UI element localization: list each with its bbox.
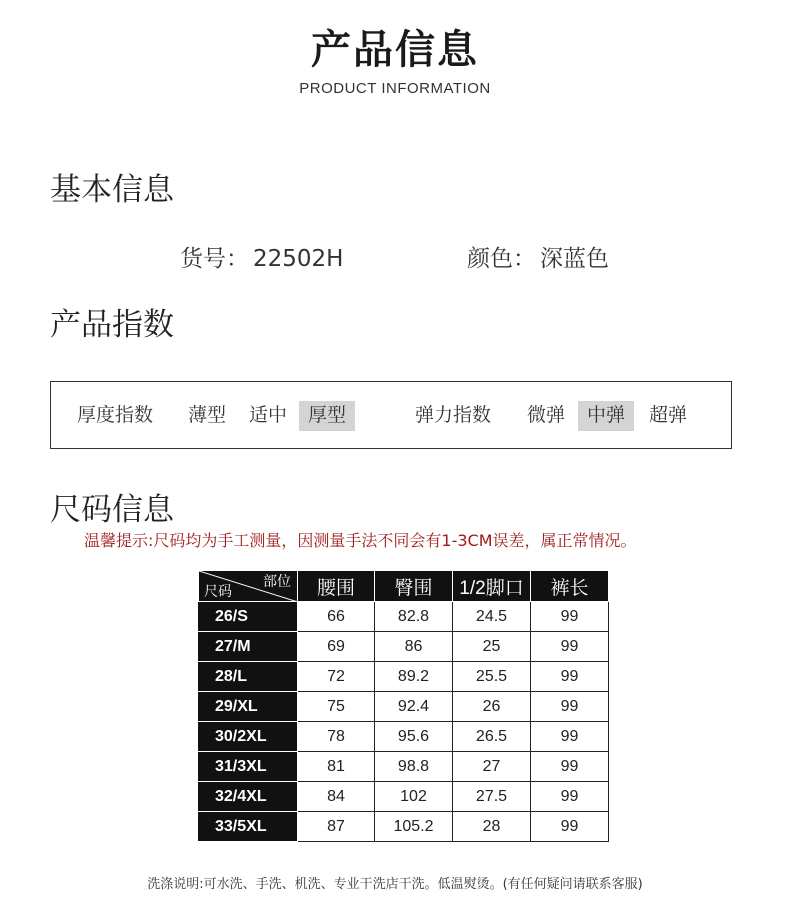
elasticity-label: 弹力指数	[415, 404, 492, 426]
table-cell: 99	[531, 722, 609, 752]
table-row	[199, 602, 609, 632]
item-number-label: 货号：	[180, 246, 249, 272]
table-row	[199, 662, 609, 692]
page-subtitle: PRODUCT INFORMATION	[299, 80, 491, 97]
color-value: 深蓝色	[540, 246, 609, 272]
table-cell: 89.2	[375, 662, 453, 692]
product-index-box	[50, 381, 732, 449]
table-cell: 95.6	[375, 722, 453, 752]
table-cell: 82.8	[375, 602, 453, 632]
size-label-cell: 29/XL	[199, 692, 298, 722]
col-header-length: 裤长	[531, 571, 609, 602]
size-label-cell: 27/M	[199, 632, 298, 662]
table-cell: 99	[531, 632, 609, 662]
measurement-notice: 温馨提示:尺码均为手工测量，因测量手法不同会有1-3CM误差，属正常情况。	[84, 531, 637, 550]
table-cell: 86	[375, 632, 453, 662]
table-cell: 81	[298, 752, 375, 782]
size-label-cell: 33/5XL	[199, 812, 298, 842]
product-index-heading: 产品指数	[50, 307, 174, 343]
table-cell: 87	[298, 812, 375, 842]
table-row	[199, 632, 609, 662]
item-number-value: 22502H	[253, 246, 344, 272]
table-row	[199, 782, 609, 812]
item-number	[180, 240, 343, 273]
table-row	[199, 752, 609, 782]
table-cell: 102	[375, 782, 453, 812]
col-header-hip: 臀围	[375, 571, 453, 602]
size-label-cell: 32/4XL	[199, 782, 298, 812]
corner-header	[199, 571, 298, 602]
col-header-waist: 腰围	[298, 571, 375, 602]
size-label-cell: 26/S	[199, 602, 298, 632]
basic-info-heading: 基本信息	[50, 172, 174, 208]
table-cell: 26.5	[453, 722, 531, 752]
table-cell: 92.4	[375, 692, 453, 722]
size-label-cell: 30/2XL	[199, 722, 298, 752]
table-cell: 99	[531, 692, 609, 722]
elasticity-option-slight: 微弹	[527, 404, 566, 426]
table-cell: 99	[531, 602, 609, 632]
table-cell: 84	[298, 782, 375, 812]
table-cell: 27.5	[453, 782, 531, 812]
table-cell: 28	[453, 812, 531, 842]
table-row	[199, 812, 609, 842]
size-table	[198, 570, 609, 842]
table-row	[199, 692, 609, 722]
table-cell: 75	[298, 692, 375, 722]
table-cell: 26	[453, 692, 531, 722]
page-title: 产品信息	[311, 26, 479, 73]
table-cell: 98.8	[375, 752, 453, 782]
size-table-header	[199, 571, 609, 602]
table-cell: 99	[531, 812, 609, 842]
table-cell: 69	[298, 632, 375, 662]
thickness-option-thick-selected: 厚型	[299, 401, 355, 431]
table-cell: 99	[531, 662, 609, 692]
thickness-option-medium: 适中	[249, 404, 288, 426]
table-cell: 24.5	[453, 602, 531, 632]
table-row	[199, 722, 609, 752]
elasticity-option-super: 超弹	[649, 404, 688, 426]
thickness-option-thin: 薄型	[188, 404, 227, 426]
table-cell: 99	[531, 752, 609, 782]
color-label: 颜色：	[467, 246, 536, 272]
table-cell: 72	[298, 662, 375, 692]
size-info-heading: 尺码信息	[50, 492, 174, 528]
corner-size-label: 尺码	[204, 583, 232, 599]
color-info	[467, 240, 609, 273]
wash-instructions: 洗涤说明:可水洗、手洗、机洗、专业干洗店干洗。低温熨烫。(有任何疑问请联系客服)	[147, 877, 643, 892]
table-cell: 25	[453, 632, 531, 662]
table-cell: 66	[298, 602, 375, 632]
table-cell: 105.2	[375, 812, 453, 842]
size-label-cell: 28/L	[199, 662, 298, 692]
thickness-label: 厚度指数	[77, 404, 154, 426]
table-cell: 99	[531, 782, 609, 812]
table-cell: 78	[298, 722, 375, 752]
col-header-leg-opening: 1/2脚口	[453, 571, 531, 602]
elasticity-option-medium-selected: 中弹	[578, 401, 634, 431]
corner-part-label: 部位	[263, 573, 291, 589]
size-label-cell: 31/3XL	[199, 752, 298, 782]
table-cell: 27	[453, 752, 531, 782]
table-cell: 25.5	[453, 662, 531, 692]
